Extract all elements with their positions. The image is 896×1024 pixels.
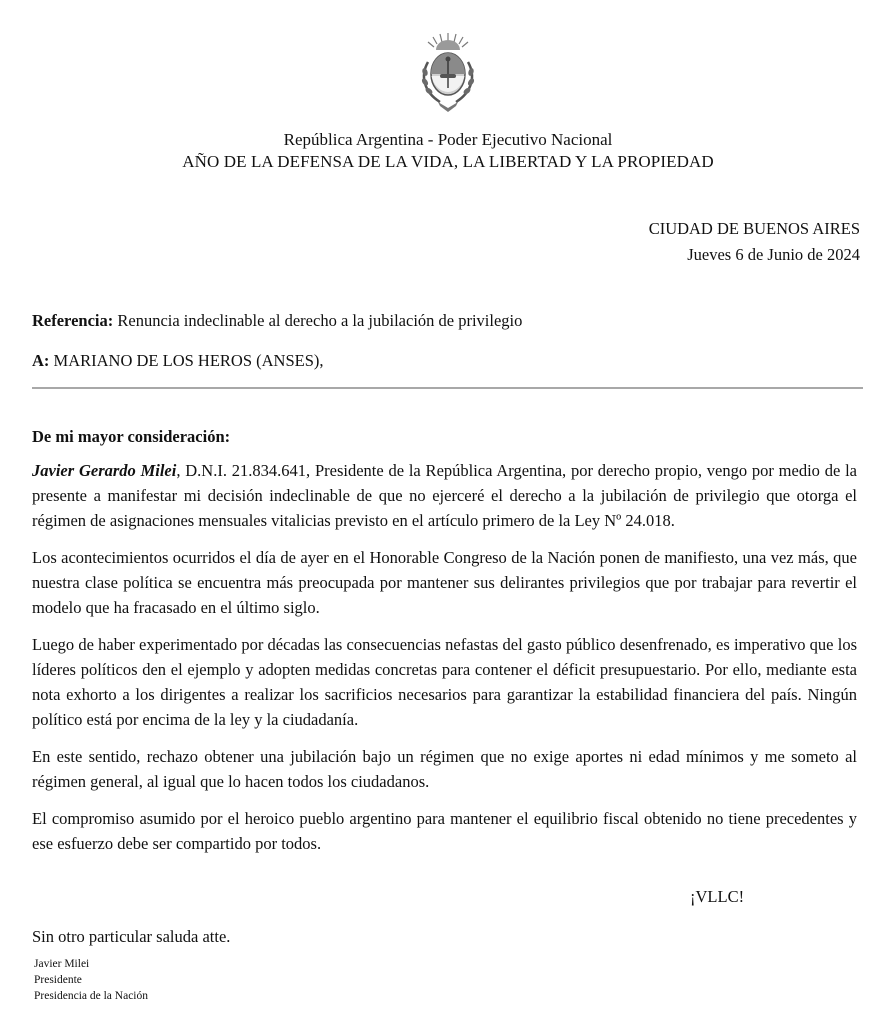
addressee-text: MARIANO DE LOS HEROS (ANSES),	[53, 351, 324, 370]
author-name: Javier Gerardo Milei	[32, 461, 177, 480]
motto: ¡VLLC!	[690, 887, 745, 906]
paragraph-5: El compromiso asumido por el heroico pueblo argentino para mantener el equilibrio fiscal obtenido no tiene precedentes y ese esfuerzo debe ser compartido por todos.	[32, 809, 857, 853]
salutation: De mi mayor consideración:	[32, 427, 231, 446]
signature-office: Presidencia de la Nación	[34, 990, 148, 1002]
header-title: República Argentina - Poder Ejecutivo Nacional	[283, 130, 613, 149]
date: Jueves 6 de Junio de 2024	[687, 245, 860, 264]
signature-name: Javier Milei	[34, 958, 90, 970]
coat-of-arms-icon	[416, 30, 480, 116]
divider	[32, 387, 863, 389]
paragraph-3: Luego de haber experimentado por décadas las consecuencias nefastas del gasto público desenfrenado, es imperativo que los líderes políticos den el ejemplo y adopten medidas concretas para contener el déficit presupuestario. Por ello, mediante esta nota exhorto a los dirigentes a realizar los sacrificios necesarios para garantizar la estabilidad financiera del país. Ningún político está por encima de la ley y la ciudadanía.	[32, 635, 857, 729]
header-year-motto: AÑO DE LA DEFENSA DE LA VIDA, LA LIBERTAD Y LA PROPIEDAD	[182, 152, 714, 171]
paragraph-2: Los acontecimientos ocurridos el día de ayer en el Honorable Congreso de la Nación ponen de manifiesto, una vez más, que nuestra clase política se encuentra más preocupada por mantener sus delirantes privilegios que por trabajar para revertir el modelo que ha fracasado en el último siglo.	[32, 548, 857, 617]
addressee-line	[32, 351, 324, 371]
city: CIUDAD DE BUENOS AIRES	[648, 219, 860, 238]
closing: Sin otro particular saluda atte.	[32, 927, 231, 946]
reference-text: Renuncia indeclinable al derecho a la jubilación de privilegio	[117, 311, 523, 330]
reference-label: Referencia:	[32, 311, 114, 330]
signature-role: Presidente	[34, 974, 82, 986]
reference-line	[32, 311, 522, 331]
paragraph-4: En este sentido, rechazo obtener una jubilación bajo un régimen que no exige aportes ni edad mínimos y me someto al régimen general, al igual que lo hacen todos los ciudadanos.	[32, 747, 857, 791]
paragraph-1-text: , D.N.I. 21.834.641, Presidente de la República Argentina, por derecho propio, vengo por medio de la presente a manifestar mi decisión indeclinable de que no ejerceré el derecho a la jubilación de privilegio que otorga el régimen de asignaciones mensuales vitalicias previsto en el artículo primero de la Ley Nº 24.018.	[32, 461, 858, 530]
paragraph-1	[32, 458, 857, 533]
addressee-label: A:	[32, 351, 50, 370]
